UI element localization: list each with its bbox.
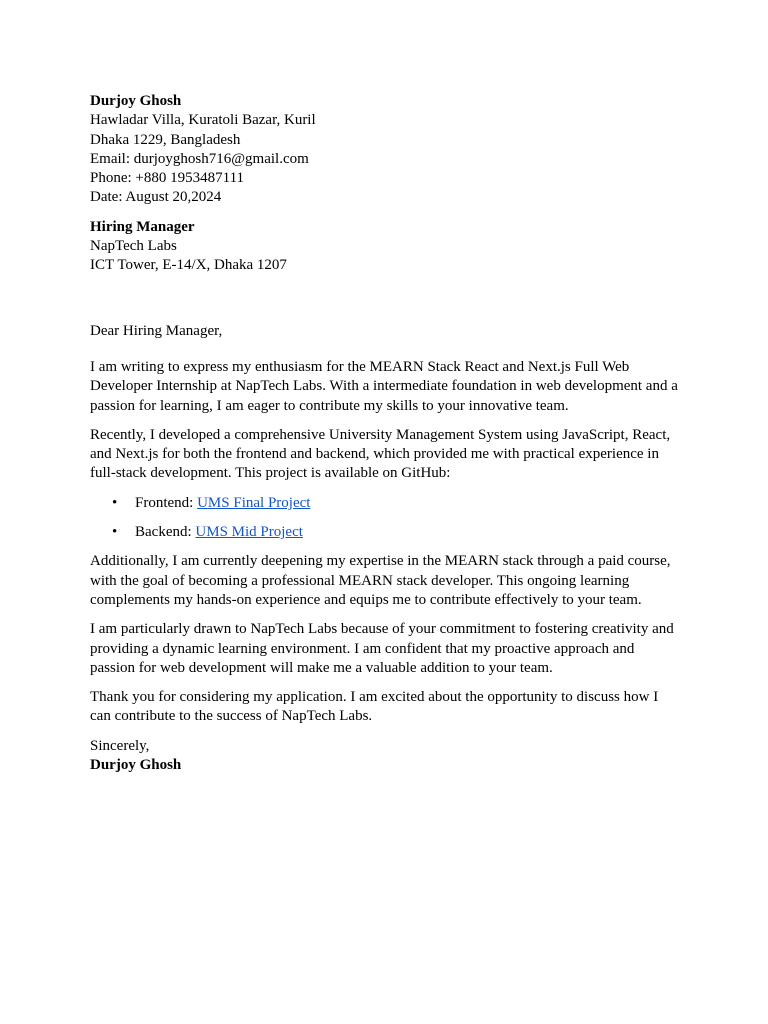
recipient-company: NapTech Labs <box>90 238 177 255</box>
sender-phone: Phone: +880 1953487111 <box>90 170 245 187</box>
bullet-icon: • <box>112 494 118 511</box>
sender-address-line2: Dhaka 1229, Bangladesh <box>90 131 241 148</box>
recipient-address: ICT Tower, E-14/X, Dhaka 1207 <box>90 257 287 274</box>
letter-date: Date: August 20,2024 <box>90 189 222 206</box>
signoff: Sincerely, <box>90 737 150 754</box>
bullet-icon: • <box>112 524 118 541</box>
link-label-frontend: Frontend: <box>135 494 198 511</box>
motivation-paragraph: I am particularly drawn to NapTech Labs because of your commitment to fostering creativity and providing a dynamic learning environment. I am confident that my proactive approach and passion for web development will make me a valuable addition to your team. <box>90 621 674 676</box>
sender-block <box>90 92 690 208</box>
cover-letter-page <box>90 92 690 775</box>
sender-email: Email: durjoyghosh716@gmail.com <box>90 150 309 167</box>
spacer <box>90 341 690 358</box>
list-item-backend <box>90 523 690 542</box>
sender-name: Durjoy Ghosh <box>90 93 182 109</box>
salutation: Dear Hiring Manager, <box>90 322 223 339</box>
spacer <box>90 208 690 218</box>
signature-name: Durjoy Ghosh <box>90 757 182 774</box>
closing-paragraph: Thank you for considering my application. I am excited about the opportunity to discuss how I can contribute to the success of NapTech Labs. <box>90 689 659 725</box>
recipient-block <box>90 218 690 276</box>
list-item-frontend <box>90 494 690 513</box>
recipient-title: Hiring Manager <box>90 218 195 235</box>
spacer <box>90 276 690 322</box>
github-links-list <box>90 494 690 543</box>
link-label-backend: Backend: <box>135 524 196 541</box>
project-paragraph: Recently, I developed a comprehensive University Management System using JavaScript, React, and Next.js for both the frontend and backend, which provided me with practical experience in full-stack development. This project is available on GitHub: <box>90 426 671 482</box>
intro-paragraph: I am writing to express my enthusiasm for the MEARN Stack React and Next.js Full Web Developer Internship at NapTech Labs. With a intermediate foundation in web development and a passion for learning, I am eager to contribute my skills to your innovative team. <box>90 358 678 414</box>
learning-paragraph: Additionally, I am currently deepening my expertise in the MEARN stack through a paid course, with the goal of becoming a professional MEARN stack developer. This ongoing learning complements my hands-on experience and equips me to contribute effectively to your team. <box>90 553 671 608</box>
sender-address-line1: Hawladar Villa, Kuratoli Bazar, Kuril <box>90 112 316 129</box>
ums-mid-project-link[interactable]: UMS Mid Project <box>195 524 303 541</box>
ums-final-project-link[interactable]: UMS Final Project <box>197 494 311 511</box>
